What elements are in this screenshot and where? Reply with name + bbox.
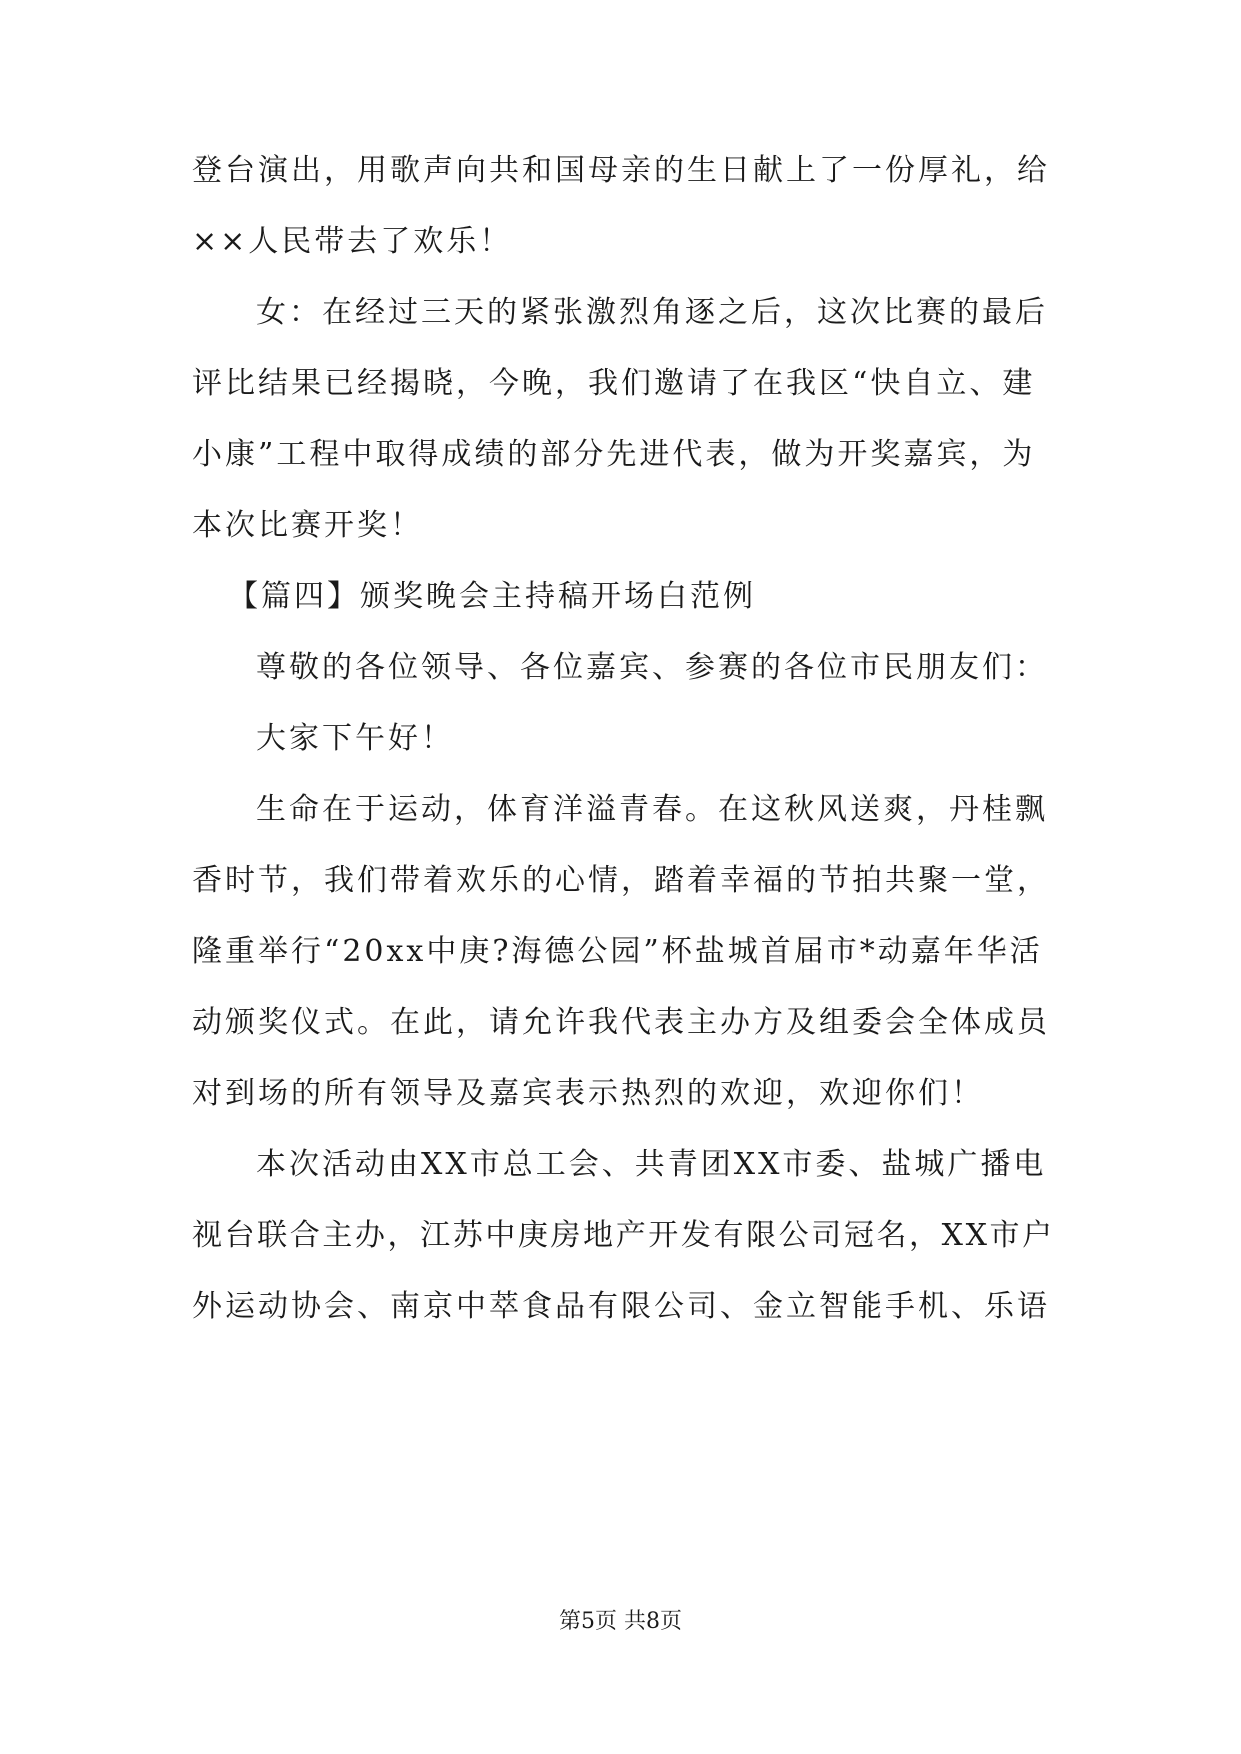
greeting-line: 大家下午好！: [256, 721, 454, 756]
text-line: 香时节，我们带着欢乐的心情，踏着幸福的节拍共聚一堂，: [192, 863, 1050, 898]
text-line: 登台演出，用歌声向共和国母亲的生日献上了一份厚礼，给: [192, 153, 1050, 188]
page-number-footer: 第5页 共8页: [559, 1609, 682, 1634]
paragraph-start-line: 生命在于运动，体育洋溢青春。在这秋风送爽，丹桂飘: [256, 792, 1048, 827]
text-line: 对到场的所有领导及嘉宾表示热烈的欢迎，欢迎你们！: [192, 1076, 984, 1111]
paragraph-start-line: 本次活动由XX市总工会、共青团XX市委、盐城广播电: [256, 1147, 1047, 1182]
paragraph-start-line: 女：在经过三天的紧张激烈角逐之后，这次比赛的最后: [256, 295, 1048, 330]
text-line: 隆重举行“20xx中庚?海德公园”杯盐城首届市*动嘉年华活: [192, 934, 1043, 969]
text-line: 动颁奖仪式。在此，请允许我代表主办方及组委会全体成员: [192, 1005, 1050, 1040]
text-line: 小康”工程中取得成绩的部分先进代表，做为开奖嘉宾，为: [192, 437, 1036, 472]
salutation-line: 尊敬的各位领导、各位嘉宾、参赛的各位市民朋友们：: [256, 650, 1048, 685]
text-line: 外运动协会、南京中萃食品有限公司、金立智能手机、乐语: [192, 1289, 1050, 1324]
text-line: 视台联合主办，江苏中庚房地产开发有限公司冠名，XX市户: [192, 1218, 1055, 1253]
text-line: 评比结果已经揭晓，今晚，我们邀请了在我区“快自立、建: [192, 366, 1036, 401]
text-line: ××人民带去了欢乐！: [192, 224, 513, 259]
text-line: 本次比赛开奖！: [192, 508, 423, 543]
section-heading: 【篇四】颁奖晚会主持稿开场白范例: [228, 579, 756, 614]
